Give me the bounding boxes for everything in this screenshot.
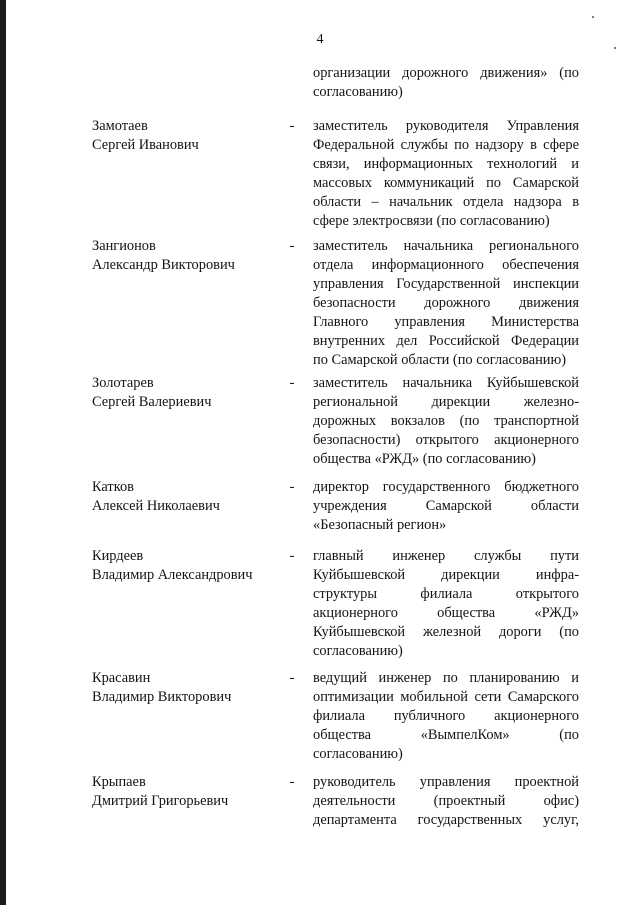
dash-separator: - <box>289 774 295 790</box>
role-line: организации дорожного движения» (по <box>313 65 579 81</box>
role-line: филиала публичного акционерного <box>313 708 579 724</box>
role-line: внутренних дел Российской Федерации <box>313 333 579 349</box>
role-line: заместитель начальника регионального <box>313 238 579 254</box>
role-line: согласованию) <box>313 643 403 659</box>
role-line: Главного управления Министерства <box>313 314 579 330</box>
member-given-name: Владимир Викторович <box>92 689 232 705</box>
dash-separator: - <box>289 375 295 391</box>
role-line: региональной дирекции железно- <box>313 394 579 410</box>
member-given-name: Александр Викторович <box>92 257 235 273</box>
member-given-name: Алексей Николаевич <box>92 498 220 514</box>
scan-edge <box>0 0 6 905</box>
role-line: Куйбышевской железной дороги (по <box>313 624 579 640</box>
dash-separator: - <box>289 479 295 495</box>
member-given-name: Владимир Александрович <box>92 567 253 583</box>
member-surname: Замотаев <box>92 118 148 134</box>
role-line: Федеральной службы по надзору в сфере <box>313 137 579 153</box>
role-line: оптимизации мобильной сети Самарского <box>313 689 579 705</box>
role-line: заместитель начальника Куйбышевской <box>313 375 579 391</box>
role-line: директор государственного бюджетного <box>313 479 579 495</box>
role-line: безопасности) открытого акционерного <box>313 432 579 448</box>
member-name <box>92 478 282 516</box>
member-surname: Золотарев <box>92 375 154 391</box>
member-role <box>313 669 579 764</box>
role-line: управления Государственной инспекции <box>313 276 579 292</box>
role-line: массовых коммуникаций по Самарской <box>313 175 579 191</box>
role-line: руководитель управления проектной <box>313 774 579 790</box>
member-given-name: Сергей Иванович <box>92 137 199 153</box>
dash-separator: - <box>289 548 295 564</box>
dash-separator: - <box>289 238 295 254</box>
member-name <box>92 773 282 811</box>
member-name <box>92 669 282 707</box>
role-line: отдела информационного обеспечения <box>313 257 579 273</box>
member-name <box>92 117 282 155</box>
role-line: деятельности (проектный офис) <box>313 793 579 809</box>
dash-separator: - <box>289 118 295 134</box>
member-surname: Катков <box>92 479 134 495</box>
scan-speck <box>592 16 594 18</box>
role-line: безопасности дорожного движения <box>313 295 579 311</box>
page-number: 4 <box>316 32 324 47</box>
role-line: структуры филиала открытого <box>313 586 579 602</box>
role-line: дорожных вокзалов (по транспортной <box>313 413 579 429</box>
role-line: по Самарской области (по согласованию) <box>313 352 567 368</box>
member-surname: Кирдеев <box>92 548 144 564</box>
member-role <box>313 547 579 661</box>
role-line: общества «ВымпелКом» (по <box>313 727 579 743</box>
role-line: заместитель руководителя Управления <box>313 118 579 134</box>
role-line: сфере электросвязи (по согласованию) <box>313 213 550 229</box>
role-line: учреждения Самарской области <box>313 498 579 514</box>
member-surname: Красавин <box>92 670 151 686</box>
member-role <box>313 773 579 830</box>
role-line: согласованию) <box>313 84 403 100</box>
member-given-name: Дмитрий Григорьевич <box>92 793 229 809</box>
role-line: области – начальник отдела надзора в <box>313 194 579 210</box>
member-name <box>92 374 282 412</box>
member-name <box>92 547 282 585</box>
dash-separator: - <box>289 670 295 686</box>
member-role <box>313 237 579 370</box>
role-line: ведущий инженер по планированию и <box>313 670 579 686</box>
member-surname: Зангионов <box>92 238 156 254</box>
role-line: акционерного общества «РЖД» <box>313 605 579 621</box>
member-role <box>313 374 579 469</box>
member-role <box>313 478 579 535</box>
member-name <box>92 237 282 275</box>
role-line: связи, информационных технологий и <box>313 156 579 172</box>
role-line: общества «РЖД» (по согласованию) <box>313 451 536 467</box>
role-line: департамента государственных услуг, <box>313 812 579 828</box>
role-line: «Безопасный регион» <box>313 517 447 533</box>
member-given-name: Сергей Валериевич <box>92 394 212 410</box>
role-line: согласованию) <box>313 746 403 762</box>
member-role <box>313 117 579 231</box>
role-line: Куйбышевской дирекции инфра- <box>313 567 579 583</box>
continuation-text <box>313 64 579 102</box>
member-surname: Крыпаев <box>92 774 146 790</box>
role-line: главный инженер службы пути <box>313 548 579 564</box>
